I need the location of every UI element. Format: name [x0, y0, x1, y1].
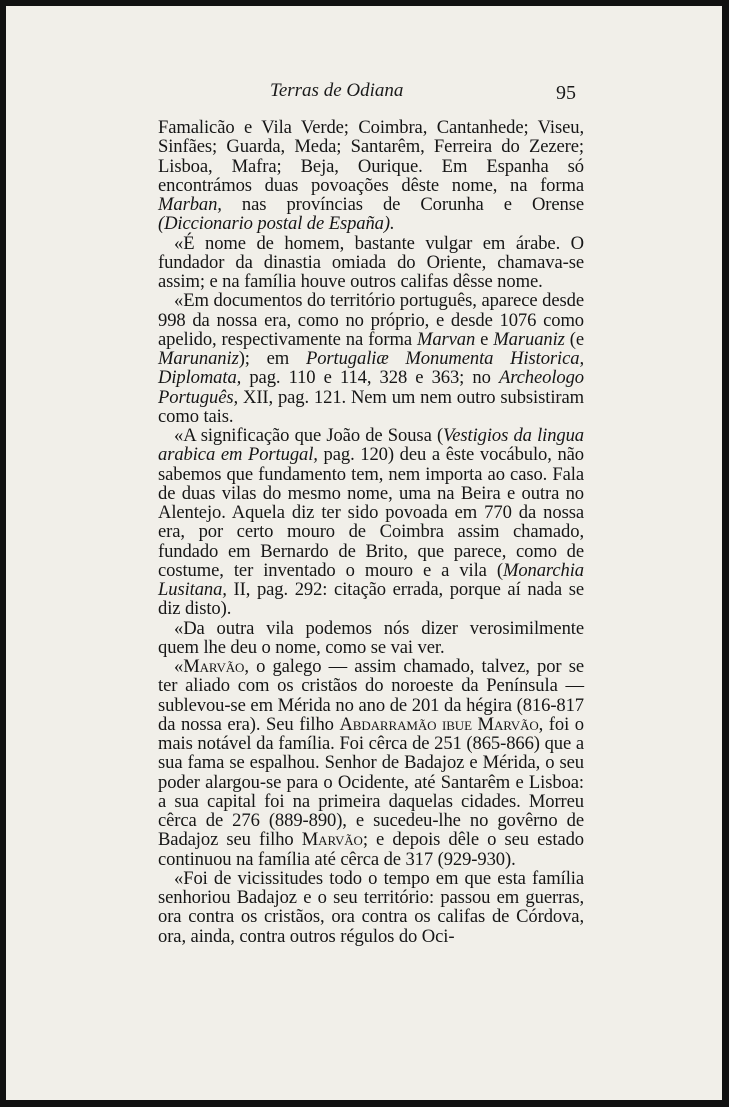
page-number: 95 [556, 82, 576, 104]
body-text [158, 118, 584, 946]
page-header [6, 80, 722, 110]
paragraph: Famalicão e Vila Verde; Coimbra, Cantanhede; Viseu, Sinfães; Guarda, Meda; Santarêm, Ferreira do Zezere; Lisboa, Mafra; Beja, Ourique. Em Espanha só encontrámos duas povoações dêste nome, na forma Marban, nas províncias de Corunha e Orense (Diccionario postal de España). [158, 117, 584, 235]
paragraph: «Da outra vila podemos nós dizer verosimilmente quem lhe deu o nome, como se vai ver. [158, 617, 584, 658]
paragraph: «Foi de vicissitudes todo o tempo em que esta família senhoriou Badajoz e o seu território: passou em guerras, ora contra os cristãos, ora contra os califas de Córdova, ora, ainda, contra outros régulos do Oci- [158, 867, 584, 947]
running-title: Terras de Odiana [270, 80, 404, 101]
paragraph: «A significação que João de Sousa (Vestigios da lingua arabica em Portugal, pag. 120) deu a êste vocábulo, não sabemos que fundamento tem, nem importa ao caso. Fala de duas vilas do mesmo nome, uma na Beira e outra no Alentejo. Aquela diz ter sido povoada em 770 da nossa era, por certo mouro de Coimbra assim chamado, fundado em Bernardo de Brito, que parece, como de costume, ter inventado o mouro e a vila (Monarchia Lusitana, II, pag. 292: citação errada, porque aí nada se diz disto). [158, 425, 584, 620]
paragraph: «Marvão, o galego — assim chamado, talvez, por se ter aliado com os cristãos do noroeste da Península — sublevou-se em Mérida no ano de 201 da hégira (816-817 da nossa era). Seu filho Abdarramão ibue Marvão, foi o mais notável da família. Foi cêrca de 251 (865-866) que a sua fama se espalhou. Senhor de Badajoz e Mérida, o seu poder alargou-se para o Ocidente, até Santarêm e Lisboa: a sua capital foi na primeira daquelas cidades. Morreu cêrca de 276 (889-890), e sucedeu-lhe no govêrno de Badajoz seu filho Marvão; e depois dêle o seu estado continuou na família até cêrca de 317 (929-930). [158, 656, 584, 870]
paragraph: «É nome de homem, bastante vulgar em árabe. O fundador da dinastia omiada do Oriente, chamava-se assim; e na família houve outros califas dêsse nome. [158, 232, 584, 292]
book-page [6, 6, 722, 1100]
paragraph: «Em documentos do território português, aparece desde 998 da nossa era, como no próprio, e desde 1076 como apelido, respectivamente na forma Marvan e Maruaniz (e Marunaniz); em Portugaliæ Monumenta Historica, Diplomata, pag. 110 e 114, 328 e 363; no Archeologo Português, XII, pag. 121. Nem um nem outro subsistiram como tais. [158, 290, 584, 427]
